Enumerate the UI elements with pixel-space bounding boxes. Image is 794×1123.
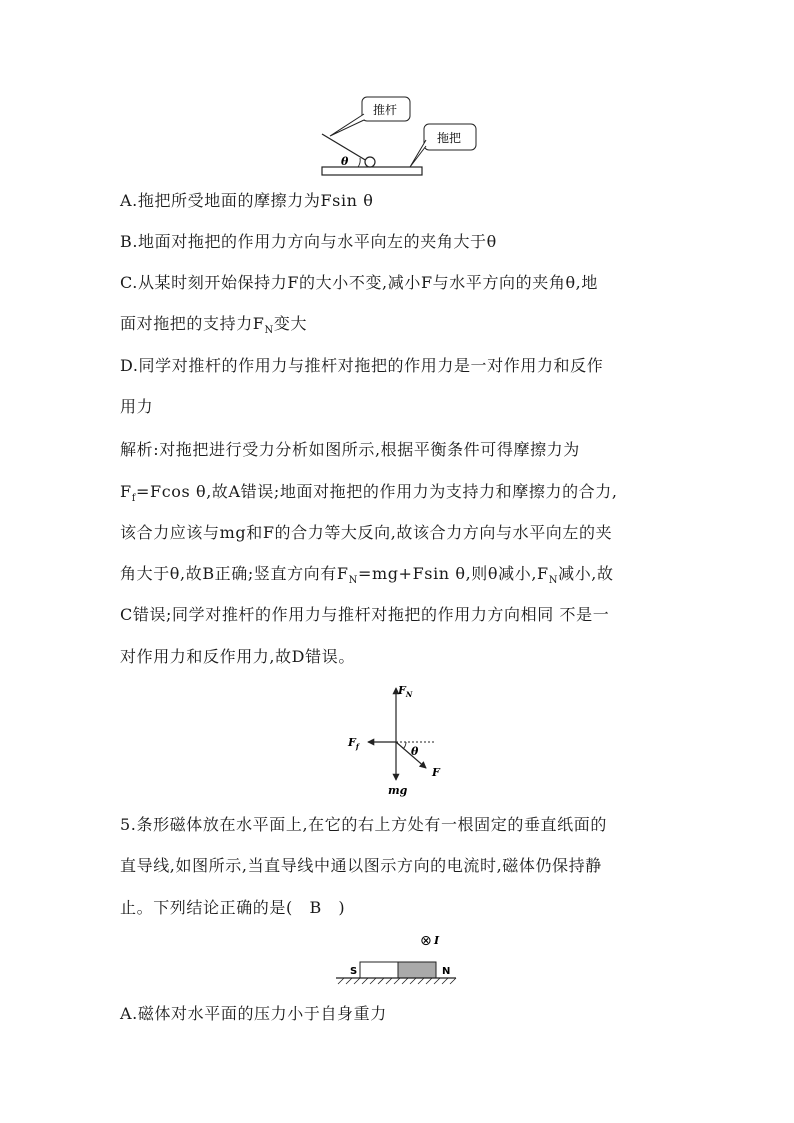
ff-label: $F_f$: [348, 736, 359, 751]
angle-label: θ: [341, 155, 349, 168]
magnet-s-half: [360, 962, 398, 978]
callout-mop-pointer: [410, 140, 426, 167]
q5-stem-line3: 止。下列结论正确的是( B ): [120, 898, 346, 917]
ground-hatching: [338, 978, 456, 984]
pole-n-label: N: [442, 966, 451, 977]
q4-option-c-line2: 面对拖把的支持力$F_N$变大: [120, 314, 308, 337]
mg-label: mg: [388, 784, 408, 797]
current-label: I: [434, 934, 440, 947]
q4-solution-line2: $F_f=Fcos$ θ,故A错误;地面对拖把的作用力为支持力和摩擦力的合力,: [120, 482, 618, 505]
mop-diagram: [300, 92, 490, 182]
q4-option-c-line1: C.从某时刻开始保持力F的大小不变,减小F与水平方向的夹角θ,地: [120, 273, 598, 292]
f-label: F: [432, 766, 440, 779]
fn-label: $F_N$: [398, 684, 413, 699]
q5-stem-line2: 直导线,如图所示,当直导线中通以图示方向的电流时,磁体仍保持静: [120, 856, 602, 875]
q4-option-d-line1: D.同学对推杆的作用力与推杆对拖把的作用力是一对作用力和反作: [120, 356, 604, 375]
q4-solution-line5: C错误;同学对推杆的作用力与推杆对拖把的作用力方向相同 不是一: [120, 605, 610, 624]
magnet-n-half: [398, 962, 436, 978]
q4-solution-line3: 该合力应该与mg和F的合力等大反向,故该合力方向与水平向左的夹: [120, 523, 613, 542]
callout-mop-text: 拖把: [437, 131, 462, 145]
q4-solution-line4: 角大于θ,故B正确;竖直方向有$F_N=mg+Fsin$ θ,则θ减小$,F_N$减小,故: [120, 564, 614, 587]
ground-plank: [322, 167, 422, 175]
force-diagram: [340, 680, 460, 800]
q4-option-a: A.拖把所受地面的摩擦力为Fsin θ: [120, 191, 374, 210]
q4-solution-line6: 对作用力和反作用力,故D错误。: [120, 647, 355, 666]
theta-arc: [403, 742, 406, 749]
q5-option-a: A.磁体对水平面的压力小于自身重力: [120, 1004, 387, 1023]
angle-arc: [358, 158, 360, 167]
theta-label: θ: [411, 745, 419, 758]
magnet-diagram: [330, 928, 470, 993]
callout-pushrod-pointer: [330, 114, 364, 136]
current-symbol: ⊗: [420, 933, 432, 949]
q4-solution-line1: 解析:对拖把进行受力分析如图所示,根据平衡条件可得摩擦力为: [120, 440, 580, 459]
q4-option-b: B.地面对拖把的作用力方向与水平向左的夹角大于θ: [120, 232, 497, 251]
callout-pushrod-text: 推杆: [373, 103, 398, 117]
q5-stem-line1: 5.条形磁体放在水平面上,在它的右上方处有一根固定的垂直纸面的: [120, 815, 607, 834]
pole-s-label: S: [350, 966, 358, 977]
mop-head: [365, 157, 375, 167]
q4-option-d-line2: 用力: [120, 397, 154, 416]
